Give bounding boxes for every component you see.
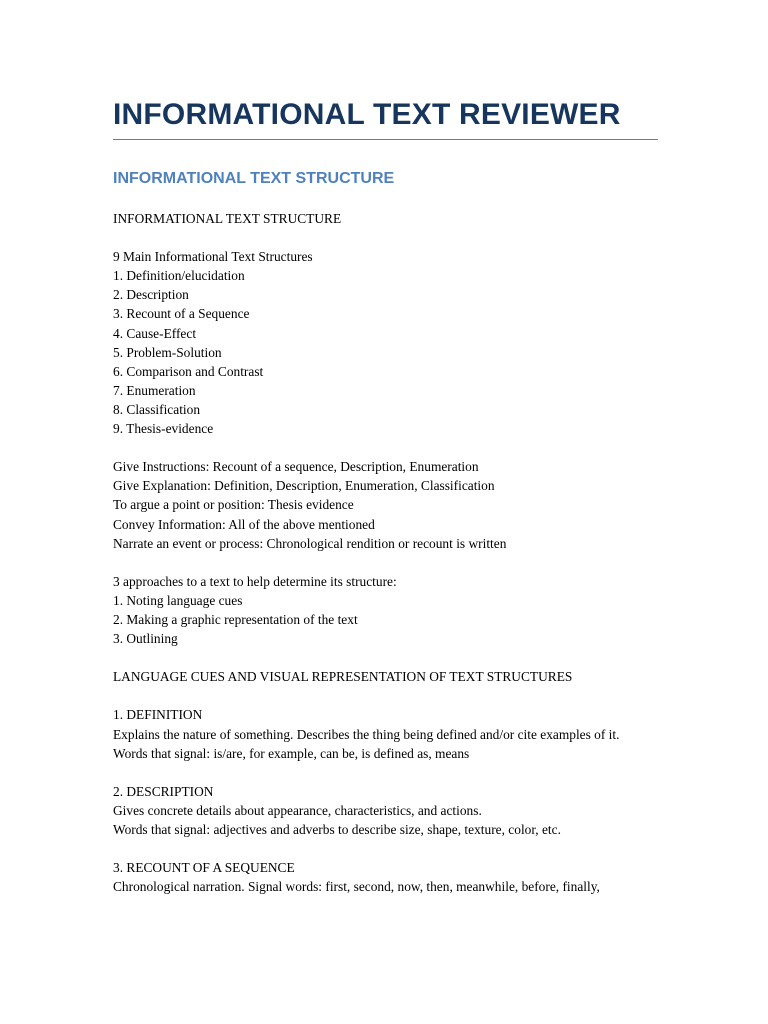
paragraph	[113, 705, 658, 762]
text-line: 1. DEFINITION	[113, 707, 203, 723]
paragraph	[113, 247, 658, 438]
paragraph-gap	[113, 686, 658, 705]
text-line: 4. Cause-Effect	[113, 325, 197, 341]
paragraph-gap	[113, 438, 658, 457]
text-line: Give Explanation: Definition, Description, Enumeration, Classification	[113, 478, 495, 494]
text-line: 2. DESCRIPTION	[113, 783, 214, 799]
paragraph	[113, 858, 658, 896]
paragraph-gap	[113, 553, 658, 572]
paragraph	[113, 457, 658, 552]
paragraph	[113, 782, 658, 839]
text-line: INFORMATIONAL TEXT STRUCTURE	[113, 211, 342, 226]
text-line: 2. Description	[113, 287, 189, 303]
text-line: Gives concrete details about appearance, characteristics, and actions.	[113, 802, 482, 818]
paragraph-gap	[113, 228, 658, 247]
paragraph-gap	[113, 839, 658, 858]
text-line: 3. Recount of a Sequence	[113, 306, 250, 322]
paragraph-gap	[113, 648, 658, 667]
text-line: 1. Definition/elucidation	[113, 268, 245, 284]
paragraph	[113, 209, 658, 228]
text-line: 5. Problem-Solution	[113, 344, 222, 360]
text-line: Give Instructions: Recount of a sequence, Description, Enumeration	[113, 459, 479, 475]
text-line: 1. Noting language cues	[113, 592, 243, 608]
text-line: Words that signal: adjectives and adverbs to describe size, shape, texture, color, etc.	[113, 822, 561, 837]
text-line: Convey Information: All of the above mentioned	[113, 516, 375, 532]
text-line: 3. Outlining	[113, 631, 178, 647]
paragraph-gap	[113, 763, 658, 782]
text-line: Chronological narration. Signal words: first, second, now, then, meanwhile, before, finally,	[113, 879, 600, 895]
text-line: LANGUAGE CUES AND VISUAL REPRESENTATION OF TEXT STRUCTURES	[113, 669, 573, 685]
text-line: 3 approaches to a text to help determine its structure:	[113, 573, 397, 589]
text-line: 2. Making a graphic representation of the text	[113, 611, 358, 627]
text-line: 8. Classification	[113, 401, 201, 417]
document-body	[113, 209, 658, 896]
text-line: Words that signal: is/are, for example, can be, is defined as, means	[113, 745, 470, 761]
text-line: To argue a point or position: Thesis evidence	[113, 497, 354, 513]
paragraph	[113, 667, 658, 686]
text-line: Explains the nature of something. Describes the thing being defined and/or cite examples of it.	[113, 726, 620, 742]
text-line: 6. Comparison and Contrast	[113, 363, 264, 379]
text-line: 9. Thesis-evidence	[113, 421, 214, 437]
document-title: INFORMATIONAL TEXT REVIEWER	[113, 96, 658, 140]
paragraph	[113, 572, 658, 648]
text-line: 7. Enumeration	[113, 382, 196, 398]
text-line: Narrate an event or process: Chronological rendition or recount is written	[113, 535, 507, 551]
section-heading: INFORMATIONAL TEXT STRUCTURE	[113, 170, 395, 187]
text-line: 3. RECOUNT OF A SEQUENCE	[113, 860, 295, 876]
document-page	[113, 96, 658, 896]
text-line: 9 Main Informational Text Structures	[113, 249, 313, 265]
